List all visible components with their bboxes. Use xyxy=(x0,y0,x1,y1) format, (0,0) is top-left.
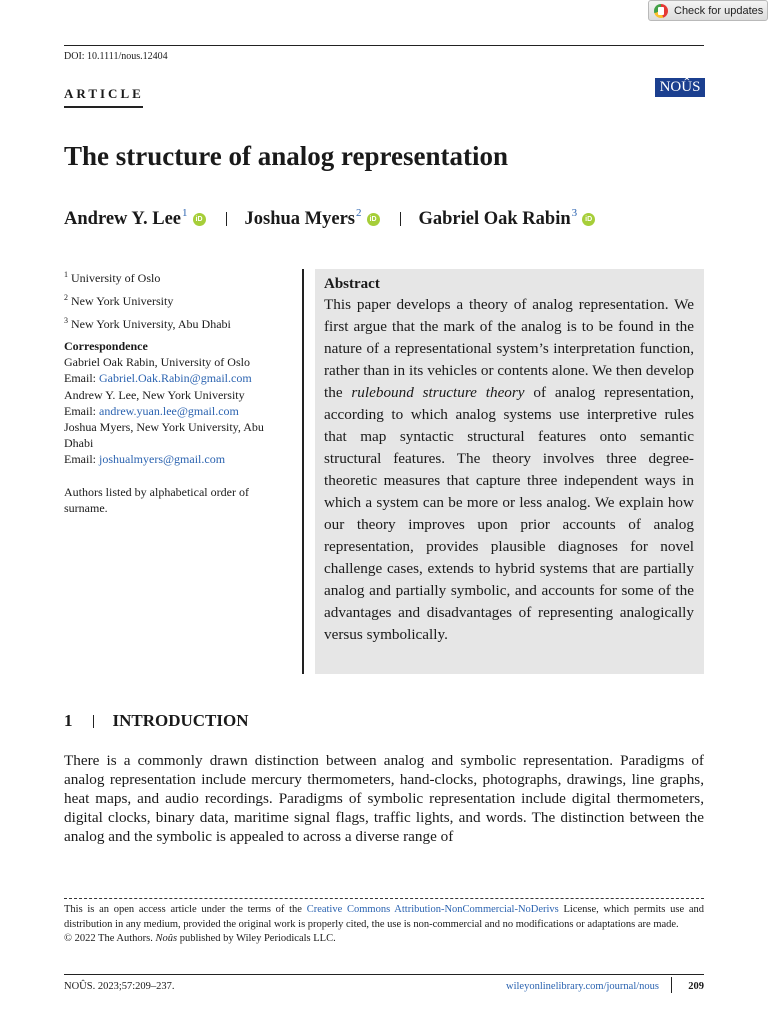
email-link[interactable]: joshualmyers@gmail.com xyxy=(99,452,226,467)
abstract-text-part: This paper develops a theory of analog representation. We first argue that the mark of the analog is to be found in the nature of a representational system’s interpretation function, rather than in its vehicles or contents alone. We then develop the xyxy=(324,296,694,401)
author-name[interactable]: Joshua Myers xyxy=(244,208,355,229)
copyright-text: published by Wiley Periodicals LLC. xyxy=(177,933,336,944)
section-number: 1 xyxy=(64,711,73,730)
affiliation-number: 3 xyxy=(64,316,68,325)
author xyxy=(64,209,206,230)
affiliation-text: New York University, Abu Dhabi xyxy=(71,317,231,331)
correspondence-email-line xyxy=(64,370,286,386)
author-affiliation-number: 1 xyxy=(182,207,188,219)
author-separator xyxy=(400,212,401,226)
column-divider xyxy=(302,269,304,674)
footer-rule xyxy=(64,974,704,975)
footer-separator xyxy=(671,977,672,993)
correspondence xyxy=(64,338,286,468)
author-separator xyxy=(226,212,227,226)
affiliation xyxy=(64,288,286,311)
section-title: INTRODUCTION xyxy=(112,711,249,730)
copyright-journal: Noûs xyxy=(155,933,178,944)
copyright-text: © 2022 The Authors. xyxy=(64,933,156,944)
affiliation-text: University of Oslo xyxy=(71,271,161,285)
abstract-text-part: of analog representation, according to which analog systems use interpretive rules that map syntactic structural features onto semantic structural features. The theory involves three degree-theoretic measures that capture three independent ways in which a system can be more or less analog. We explain how our theory improves upon prior accounts of analog representation, provides plausible diagnoses for novel challenge cases, extends to hybrid systems that are partially analog and partially symbolic, and accounts for some of the advantages and disadvantages of representing analogically versus symbolically. xyxy=(324,384,694,643)
correspondence-name: Andrew Y. Lee, New York University xyxy=(64,387,245,402)
page-number: 209 xyxy=(688,981,704,992)
correspondence-heading: Correspondence xyxy=(64,339,148,353)
affiliation-number: 1 xyxy=(64,270,68,279)
affiliation-text: New York University xyxy=(71,294,174,308)
article-type-underline xyxy=(64,106,143,108)
author-order-note: Authors listed by alphabetical order of surname. xyxy=(64,485,249,515)
orcid-icon[interactable] xyxy=(367,213,380,226)
license-text-part: This is an open access article under the terms of the xyxy=(64,904,307,915)
affiliations xyxy=(64,265,286,334)
email-link[interactable]: andrew.yuan.lee@gmail.com xyxy=(99,403,239,418)
license-notice xyxy=(64,903,704,947)
affiliation-number: 2 xyxy=(64,293,68,302)
email-link[interactable]: Gabriel.Oak.Rabin@gmail.com xyxy=(99,371,252,386)
crossmark-icon xyxy=(654,4,668,18)
header-rule xyxy=(64,45,704,46)
author-name[interactable]: Andrew Y. Lee xyxy=(64,208,181,229)
footer-citation: NOÛS. 2023;57:209–237. xyxy=(64,981,175,992)
correspondence-name: Joshua Myers, New York University, Abu Dhabi xyxy=(64,420,264,451)
correspondence-email-line xyxy=(64,451,286,467)
email-label: Email: xyxy=(64,403,96,418)
correspondence-name: Gabriel Oak Rabin, University of Oslo xyxy=(64,355,250,370)
check-for-updates-button[interactable] xyxy=(648,0,768,21)
copyright-line xyxy=(64,932,704,947)
author xyxy=(245,209,380,230)
license-text xyxy=(64,903,704,932)
journal-url-link[interactable]: wileyonlinelibrary.com/journal/nous xyxy=(506,981,659,992)
author-affiliation-number: 2 xyxy=(356,207,362,219)
affiliation xyxy=(64,265,286,288)
author-list xyxy=(64,206,595,232)
paper-title: The structure of analog representation xyxy=(64,141,508,171)
article-type-label: ARTICLE xyxy=(64,86,144,101)
email-label: Email: xyxy=(64,452,96,467)
doi: DOI: 10.1111/nous.12404 xyxy=(64,51,168,62)
abstract-emphasis: rulebound structure theory xyxy=(351,384,525,401)
section-heading xyxy=(64,711,249,731)
section-heading-bar xyxy=(93,715,94,728)
abstract-box xyxy=(315,269,704,674)
author-affiliation-number: 3 xyxy=(571,207,578,219)
affiliation xyxy=(64,311,286,334)
abstract-text xyxy=(324,294,694,646)
correspondence-email-line xyxy=(64,403,286,419)
author-name[interactable]: Gabriel Oak Rabin xyxy=(418,208,571,229)
abstract-heading: Abstract xyxy=(324,276,380,292)
license-divider xyxy=(64,898,704,899)
email-label: Email: xyxy=(64,371,96,386)
check-for-updates-label: Check for updates xyxy=(674,4,764,17)
license-text-part: License, which permits use and distribution in any medium, provided the original work is properly cited, the use is non-commercial and no modifications or adaptations are made. xyxy=(64,904,705,930)
journal-logo: NOÛS xyxy=(655,78,705,97)
orcid-icon[interactable] xyxy=(193,213,206,226)
cc-license-link[interactable]: Creative Commons Attribution-NonCommercial-NoDerivs xyxy=(306,904,559,915)
author xyxy=(419,209,596,230)
orcid-icon[interactable] xyxy=(582,213,595,226)
intro-paragraph: There is a commonly drawn distinction between analog and symbolic representation. Paradigms of analog representation include mercury thermometers, hand-clocks, photographs, drawings, line graphs, heat maps, and audio recordings. Paradigms of symbolic representation include digital thermometers, digital clocks, binary data, maritime signal flags, traffic lights, and words. The distinction between the analog and the symbolic is appealed to across a diverse range of xyxy=(64,752,704,845)
